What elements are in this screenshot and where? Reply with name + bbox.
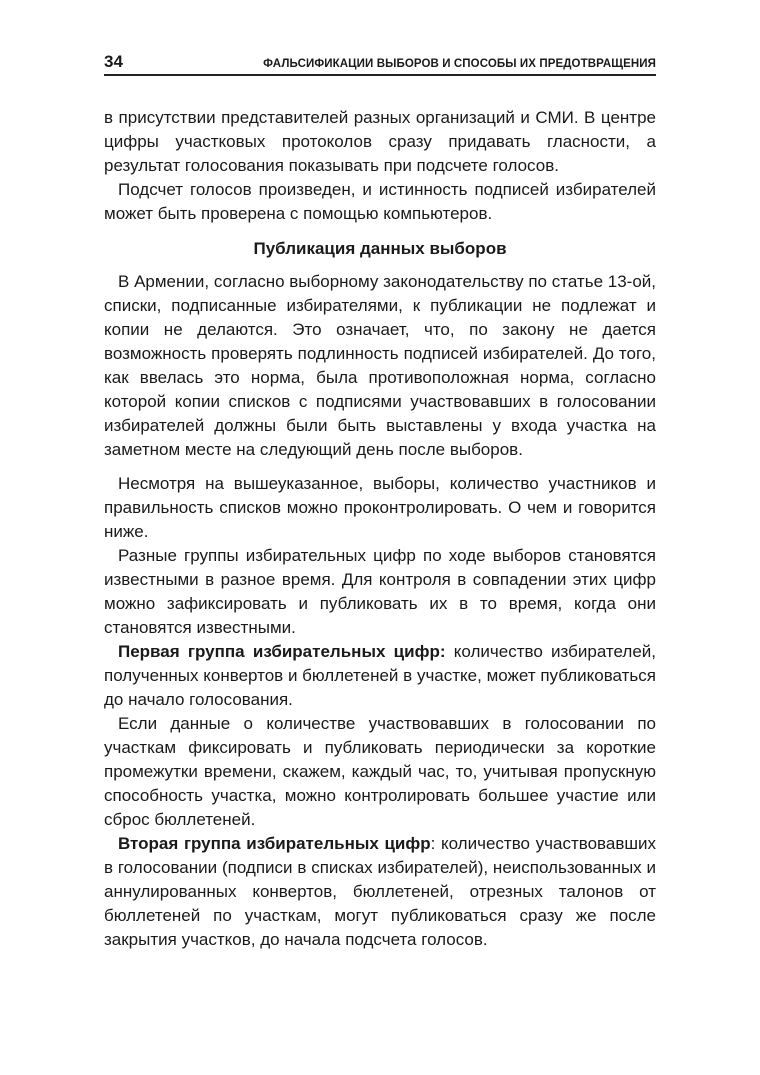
paragraph-8 bbox=[104, 832, 656, 952]
paragraph-3: В Армении, согласно выборному законодательству по статье 13-ой, списки, подписанные избирателями, к публикации не подлежат и копии не делаются. Это означает, что, по закону не дается возможность проверять подлинность подписей избирателей. До того, как ввелась это норма, была противоположная норма, согласно которой копии списков с подписями участвовавших в голосовании избирателей должны были быть выставлены у входа участка на заметном месте на следующий день после выборов. bbox=[104, 272, 656, 459]
paragraph-6-bold-lead: Первая группа избирательных цифр: bbox=[118, 642, 446, 661]
paragraph-6 bbox=[104, 640, 656, 712]
paragraph-6-text: количество избирателей, полученных конвертов и бюллетеней в участке, может публиковаться до начало голосования. bbox=[104, 642, 656, 709]
section-heading: Публикация данных выборов bbox=[253, 239, 507, 258]
paragraph-8-text: : количество участвовавших в голосовании (подписи в списках избирателей), неиспользованных и аннулированных конвертов, бюллетеней, отрезных талонов от бюллетеней по участкам, могут публиковаться сразу же после закрытия участков, до начала подсчета голосов. bbox=[104, 834, 656, 949]
page-number: 34 bbox=[104, 52, 123, 71]
paragraph-4: Несмотря на вышеуказанное, выборы, количество участников и правильность списков можно проконтролировать. О чем и говорится ниже. bbox=[104, 474, 656, 541]
running-title: ФАЛЬСИФИКАЦИИ ВЫБОРОВ И СПОСОБЫ ИХ ПРЕДОТВРАЩЕНИЯ bbox=[263, 58, 656, 70]
paragraph-7: Если данные о количестве участвовавших в голосовании по участкам фиксировать и публиковать периодически за короткие промежутки времени, скажем, каждый час, то, учитывая пропускную способность участка, можно контролировать большее участие или сброс бюллетеней. bbox=[104, 714, 656, 829]
paragraph-5: Разные группы избирательных цифр по ходе выборов становятся известными в разное время. Для контроля в совпадении этих цифр можно зафиксировать и публиковать их в то время, когда они становятся известными. bbox=[104, 546, 656, 637]
page-body bbox=[104, 106, 656, 952]
page-header bbox=[104, 52, 656, 76]
paragraph-8-bold-lead: Вторая группа избирательных цифр bbox=[118, 834, 431, 853]
document-page bbox=[104, 52, 656, 952]
paragraph-1: в присутствии представителей разных организаций и СМИ. В центре цифры участковых протоколов сразу придавать гласности, а результат голосования показывать при подсчете голосов. bbox=[104, 108, 656, 175]
paragraph-2: Подсчет голосов произведен, и истинность подписей избирателей может быть проверена с помощью компьютеров. bbox=[104, 180, 656, 223]
